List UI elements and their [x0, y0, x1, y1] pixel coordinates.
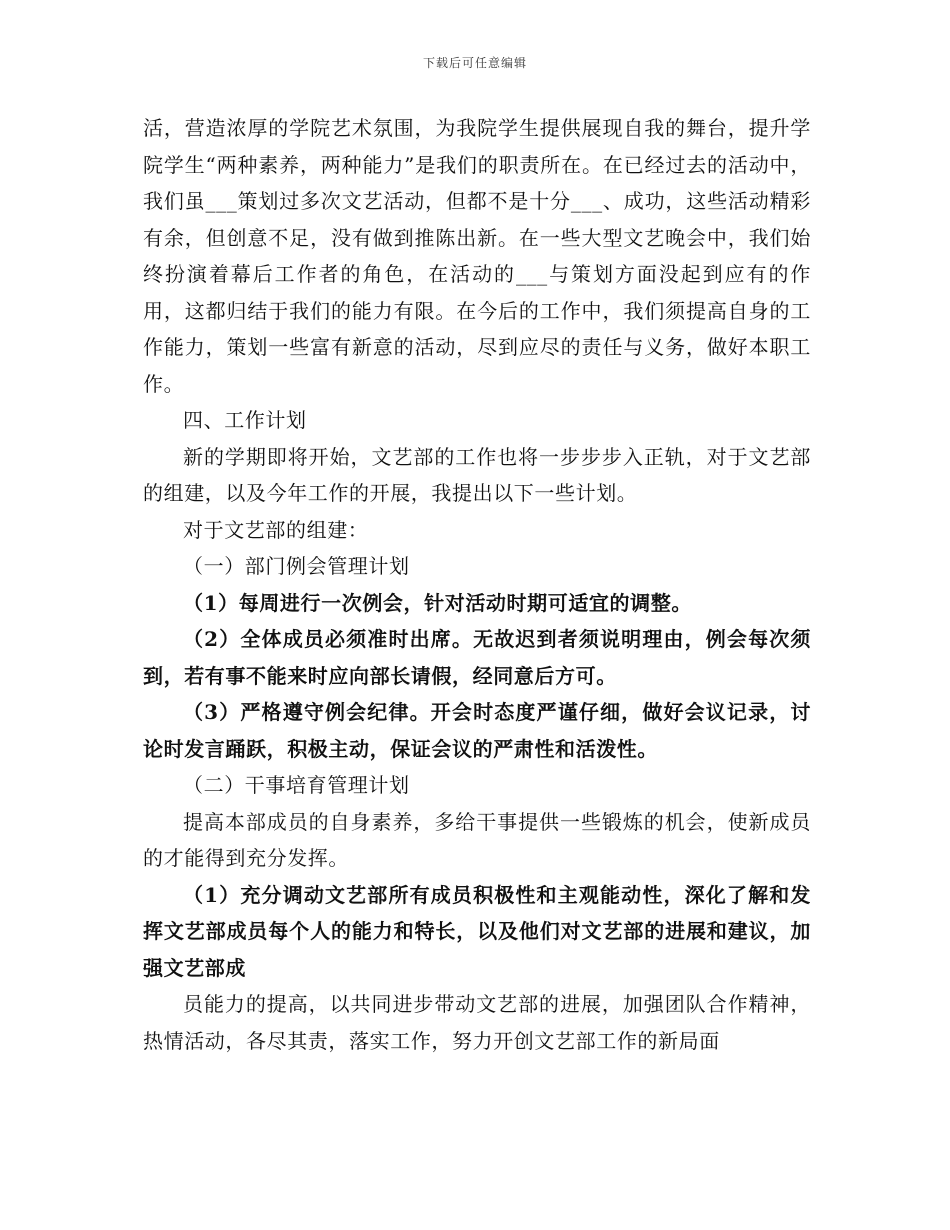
list-item-meeting-1: （1）每周进行一次例会，针对活动时期可适宜的调整。 — [183, 590, 692, 615]
paragraph-department-setup: 对于文艺部的组建： — [183, 517, 369, 542]
subheading-meeting-plan: （一）部门例会管理计划 — [183, 554, 410, 578]
paragraph-intro-continued: 活，营造浓厚的学院艺术氛围，为我院学生提供展现自我的舞台，提升学院学生“两种素养，两种能力”是我们的职责所在。在已经过去的活动中，我们虽___策划过多次文艺活动，但都不是十分___、成功，这些活动精彩有余，但创意不足，没有做到推陈出新。在一些大型文艺晚会中，我们始终扮演着幕后工作者的角色，在活动的___与策划方面没起到应有的作用，这都归结于我们的能力有限。在今后的工作中，我们须提高自身的工作能力，策划一些富有新意的活动，尽到应尽的责任与义务，做好本职工作。 — [143, 116, 811, 396]
paragraph-staff-training: 提高本部成员的自身素养，多给干事提供一些锻炼的机会，使新成员的才能得到充分发挥。 — [143, 809, 811, 870]
list-item-training-1: （1）充分调动文艺部所有成员积极性和主观能动性，深化了解和发挥文艺部成员每个人的能力和特长，以及他们对文艺部的进展和建议，加强文艺部成 — [143, 882, 811, 980]
document-body — [143, 110, 811, 1059]
section-heading-work-plan: 四、工作计划 — [183, 408, 307, 432]
paragraph-training-continued: 员能力的提高，以共同进步带动文艺部的进展，加强团队合作精神，热情活动，各尽其责，落实工作，努力开创文艺部工作的新局面 — [143, 992, 811, 1053]
page-header: 下载后可任意编辑 — [422, 56, 527, 70]
paragraph-plan-intro: 新的学期即将开始，文艺部的工作也将一步步步入正轨，对于文艺部的组建，以及今年工作的开展，我提出以下一些计划。 — [143, 444, 811, 505]
list-item-meeting-3: （3）严格遵守例会纪律。开会时态度严谨仔细，做好会议记录，讨论时发言踊跃，积极主动，保证会议的严肃性和活泼性。 — [143, 700, 811, 761]
subheading-staff-training-plan: （二）干事培育管理计划 — [183, 773, 410, 797]
list-item-meeting-2: （2）全体成员必须准时出席。无故迟到者须说明理由，例会每次须到，若有事不能来时应向部长请假，经同意后方可。 — [143, 627, 811, 688]
